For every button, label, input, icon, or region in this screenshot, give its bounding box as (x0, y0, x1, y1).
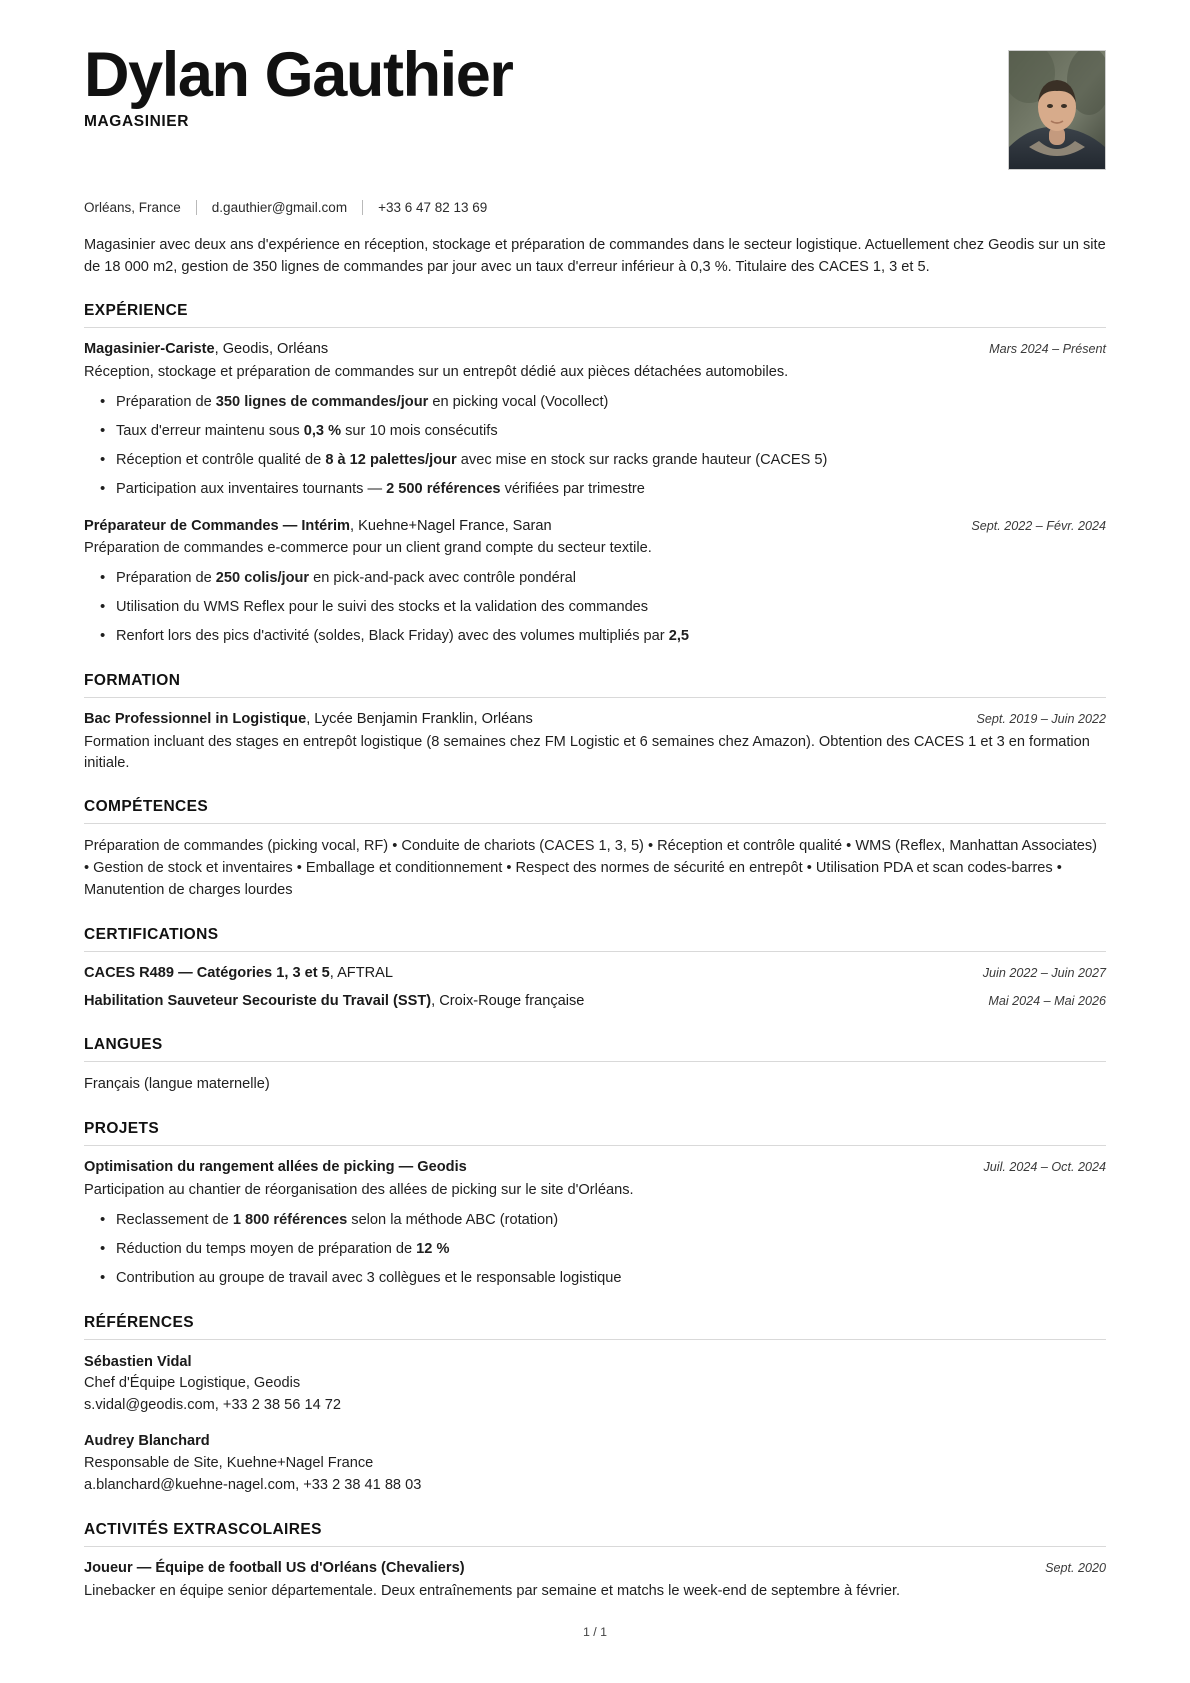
entry-title (84, 1559, 465, 1579)
list-item (116, 392, 1106, 414)
bullet-pre: Utilisation du WMS Reflex pour le suivi des stocks et la validation des commandes (116, 599, 649, 616)
bullet-bold: 12 % (416, 1240, 450, 1257)
section-projets (84, 1120, 1106, 1290)
activity-name: Joueur — Équipe de football US d'Orléans (Chevaliers) (84, 1559, 465, 1576)
education-entry (84, 710, 1106, 774)
bullet-post: sur 10 mois consécutifs (341, 422, 498, 439)
bullet-pre: Reclassement de (116, 1211, 233, 1228)
section-divider (84, 1546, 1106, 1547)
section-divider (84, 1061, 1106, 1062)
reference-entry (84, 1431, 1106, 1497)
entry-date: Juin 2022 – Juin 2027 (982, 965, 1106, 980)
contact-email[interactable]: d.gauthier@gmail.com (211, 200, 348, 215)
bullet-pre: Renfort lors des pics d'activité (soldes, Black Friday) avec des volumes multipliés par (116, 628, 669, 645)
entry-bullet-list (84, 392, 1106, 501)
entry-header (84, 992, 1106, 1012)
section-heading-projets: PROJETS (84, 1120, 160, 1138)
entry-date: Sept. 2022 – Févr. 2024 (971, 518, 1106, 533)
entry-header (84, 710, 1106, 730)
entry-description: Formation incluant des stages en entrepôt logistique (8 semaines chez FM Logistic et 6 semaines chez Amazon). Obtention des CACES 1 et 3 en formation initiale. (84, 733, 1090, 771)
certification-name: CACES R489 — Catégories 1, 3 et 5 (84, 964, 330, 981)
section-divider (84, 823, 1106, 824)
section-experience (84, 302, 1106, 648)
list-item (116, 479, 1106, 501)
entry-title (84, 1158, 467, 1178)
section-divider (84, 1145, 1106, 1146)
bullet-pre: Préparation de (116, 570, 216, 587)
entry-date: Juil. 2024 – Oct. 2024 (983, 1160, 1106, 1175)
page-footer (0, 1625, 1190, 1639)
entry-description: Préparation de commandes e-commerce pour un client grand compte du secteur textile. (84, 540, 652, 557)
list-item (116, 597, 1106, 619)
contact-divider (196, 200, 197, 215)
entry-date: Mars 2024 – Présent (989, 342, 1106, 357)
section-certifications (84, 926, 1106, 1012)
certification-name: Habilitation Sauveteur Secouriste du Travail (SST) (84, 993, 432, 1010)
project-entry (84, 1158, 1106, 1290)
entry-title (84, 992, 584, 1012)
bullet-pre: Contribution au groupe de travail avec 3 collègues et le responsable logistique (116, 1269, 622, 1286)
reference-name: Sébastien Vidal (84, 1353, 192, 1370)
section-heading-experience: EXPÉRIENCE (84, 302, 188, 320)
entry-header (84, 340, 1106, 360)
section-heading-formation: FORMATION (84, 672, 181, 690)
bullet-bold: 2,5 (668, 628, 689, 645)
resume-header (84, 40, 1106, 170)
entry-role: Magasinier-Cariste (84, 341, 215, 358)
entry-description: Réception, stockage et préparation de commandes sur un entrepôt dédié aux pièces détachées automobiles. (84, 363, 789, 380)
bullet-pre: Réception et contrôle qualité de (116, 451, 326, 468)
entry-header (84, 1559, 1106, 1579)
list-item (116, 1268, 1106, 1290)
list-item (116, 1210, 1106, 1232)
entry-title (84, 710, 533, 730)
bullet-post: en picking vocal (Vocollect) (428, 394, 609, 411)
page-indicator: 1 / 1 (582, 1625, 608, 1639)
entry-header (84, 517, 1106, 537)
reference-entry (84, 1352, 1106, 1418)
section-activites (84, 1521, 1106, 1602)
bullet-bold: 0,3 % (303, 422, 342, 439)
section-divider (84, 697, 1106, 698)
header-text-block (84, 40, 1008, 131)
list-item (116, 1239, 1106, 1261)
reference-contact[interactable]: a.blanchard@kuehne-nagel.com, +33 2 38 41 88 03 (84, 1477, 422, 1494)
skills-text: Préparation de commandes (picking vocal, RF) • Conduite de chariots (CACES 1, 3, 5) • Réception et contrôle qualité • WMS (Reflex, Manhattan Associates) • Gestion de stock et inventaires • Emballage et conditionnement • Respect des normes de sécurité en entrepôt • Utilisation PDA et scan codes-barres • Manutention de charges lourdes (84, 838, 1098, 898)
bullet-pre: Participation aux inventaires tournants — (116, 480, 387, 497)
entry-company: , Geodis, Orléans (214, 341, 329, 358)
profile-summary: Magasinier avec deux ans d'expérience en réception, stockage et préparation de commandes dans le secteur logistique. Actuellement chez Geodis sur un site de 18 000 m2, gestion de 350 lignes de commandes par jour avec un taux d'erreur inférieur à 0,3 %. Titulaire des CACES 1, 3 et 5. (84, 237, 1106, 275)
section-competences (84, 798, 1106, 902)
certification-entry (84, 992, 1106, 1012)
entry-date: Sept. 2019 – Juin 2022 (976, 712, 1106, 727)
bullet-pre: Réduction du temps moyen de préparation de (116, 1240, 417, 1257)
reference-contact[interactable]: s.vidal@geodis.com, +33 2 38 56 14 72 (84, 1397, 341, 1414)
entry-role: Préparateur de Commandes — Intérim (84, 517, 351, 534)
bullet-bold: 250 colis/jour (215, 570, 310, 587)
section-langues (84, 1036, 1106, 1096)
section-heading-langues: LANGUES (84, 1036, 163, 1054)
entry-school: , Lycée Benjamin Franklin, Orléans (306, 711, 533, 728)
reference-role: Responsable de Site, Kuehne+Nagel France (84, 1455, 374, 1472)
bullet-post: avec mise en stock sur racks grande hauteur (CACES 5) (456, 451, 828, 468)
contact-divider (362, 200, 363, 215)
experience-entry (84, 340, 1106, 500)
bullet-post: en pick-and-pack avec contrôle pondéral (309, 570, 576, 587)
entry-date: Mai 2024 – Mai 2026 (988, 994, 1106, 1009)
bullet-pre: Taux d'erreur maintenu sous (116, 422, 304, 439)
bullet-post: selon la méthode ABC (rotation) (347, 1211, 559, 1228)
section-divider (84, 951, 1106, 952)
page-title: Dylan Gauthier (84, 40, 513, 110)
list-item (116, 568, 1106, 590)
reference-name: Audrey Blanchard (84, 1433, 210, 1450)
activity-entry (84, 1559, 1106, 1602)
languages-text: Français (langue maternelle) (84, 1076, 270, 1093)
project-name: Optimisation du rangement allées de picking — Geodis (84, 1159, 467, 1176)
job-title-subheading: MAGASINIER (84, 113, 190, 130)
section-heading-references: RÉFÉRENCES (84, 1313, 194, 1331)
entry-description: Linebacker en équipe senior départementale. Deux entraînements par semaine et matchs le week-end de septembre à février. (84, 1582, 901, 1599)
list-item (116, 626, 1106, 648)
entry-degree: Bac Professionnel in Logistique (84, 711, 307, 728)
reference-role: Chef d'Équipe Logistique, Geodis (84, 1375, 301, 1392)
entry-description: Participation au chantier de réorganisation des allées de picking sur le site d'Orléans. (84, 1181, 634, 1198)
section-heading-activites: ACTIVITÉS EXTRASCOLAIRES (84, 1520, 322, 1538)
contact-bar (84, 200, 1106, 215)
list-item (116, 450, 1106, 472)
entry-bullet-list (84, 568, 1106, 648)
entry-date: Sept. 2020 (1045, 1560, 1106, 1575)
bullet-bold: 350 lignes de commandes/jour (215, 394, 429, 411)
section-divider (84, 1339, 1106, 1340)
entry-header (84, 964, 1106, 984)
certification-issuer: , Croix-Rouge française (431, 993, 585, 1010)
avatar (1008, 50, 1106, 170)
certification-entry (84, 964, 1106, 984)
entry-company: , Kuehne+Nagel France, Saran (350, 517, 552, 534)
bullet-post: vérifiées par trimestre (500, 480, 645, 497)
section-heading-certifications: CERTIFICATIONS (84, 925, 219, 943)
entry-title (84, 517, 552, 537)
section-formation (84, 672, 1106, 774)
entry-title (84, 964, 393, 984)
section-heading-competences: COMPÉTENCES (84, 798, 209, 816)
section-references (84, 1314, 1106, 1497)
portrait-photo-icon (1009, 51, 1105, 169)
entry-title (84, 340, 328, 360)
bullet-bold: 8 à 12 palettes/jour (325, 451, 457, 468)
list-item (116, 421, 1106, 443)
bullet-pre: Préparation de (116, 394, 216, 411)
contact-phone[interactable]: +33 6 47 82 13 69 (378, 200, 488, 215)
experience-entry (84, 517, 1106, 649)
entry-header (84, 1158, 1106, 1178)
contact-location: Orléans, France (84, 200, 181, 215)
bullet-bold: 1 800 références (232, 1211, 348, 1228)
bullet-bold: 2 500 références (386, 480, 501, 497)
section-divider (84, 327, 1106, 328)
entry-bullet-list (84, 1210, 1106, 1290)
certification-issuer: , AFTRAL (329, 964, 394, 981)
